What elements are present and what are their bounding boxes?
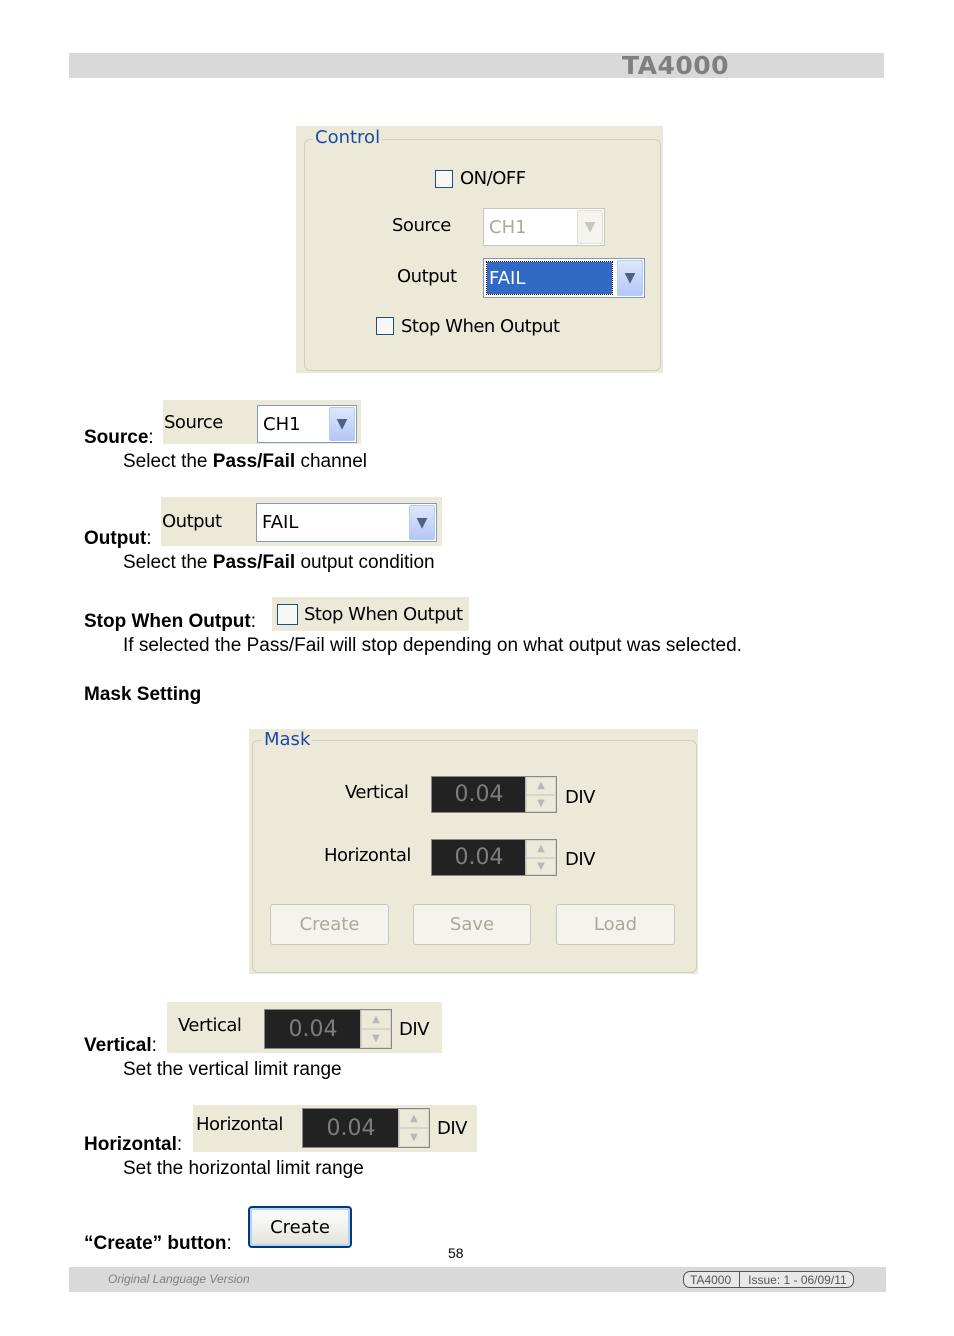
onoff-checkbox[interactable] [435,170,453,188]
chevron-down-icon: ▼ [617,260,643,296]
horizontal-unit: DIV [565,849,595,870]
desc-text: channel [295,451,368,472]
chevron-up-icon[interactable]: ▲ [526,777,556,795]
output-widget-select [256,503,437,542]
source-widget-image [163,400,361,444]
output-widget-label: Output [162,511,222,532]
desc-text: Select the [123,552,213,573]
output-heading-line [84,528,152,550]
stop-heading: Stop When Output [84,611,251,632]
vertical-widget-spinbox [264,1009,392,1049]
vertical-widget-image [167,1002,442,1053]
mask-group-title: Mask [264,729,311,750]
mask-panel-image [249,729,698,974]
horizontal-spinbox[interactable] [431,839,557,876]
vertical-value: 0.04 [454,782,504,807]
source-select[interactable] [483,208,605,246]
chevron-down-icon[interactable]: ▼ [526,795,556,813]
horizontal-spin-buttons [525,840,556,875]
horizontal-heading: Horizontal [84,1134,177,1155]
create-button[interactable]: Create [270,904,389,945]
output-select[interactable] [483,258,645,298]
output-widget-image [161,497,442,546]
vertical-label: Vertical [345,782,409,803]
control-group-title: Control [315,127,381,148]
colon: : [151,1035,157,1056]
vertical-widget-value: 0.04 [288,1016,338,1042]
horizontal-label: Horizontal [324,845,411,866]
output-description [123,552,435,574]
document-title: TA4000 [622,51,730,80]
source-heading-line [84,427,154,449]
stop-widget-label: Stop When Output [304,604,463,625]
desc-bold: Pass/Fail [212,552,296,573]
save-button[interactable]: Save [413,904,531,945]
source-description [123,451,367,473]
load-button[interactable]: Load [556,904,675,945]
colon: : [176,1134,183,1155]
chevron-down-icon: ▼ [361,1029,391,1048]
create-heading: “Create” button [84,1233,227,1254]
source-select-value: CH1 [489,216,527,238]
footer-model: TA4000 [690,1272,732,1287]
source-widget-label: Source [164,412,223,433]
stop-widget-image [272,597,469,631]
desc-bold: Pass/Fail [212,451,296,472]
desc-text: Select the [123,451,213,472]
chevron-up-icon[interactable]: ▲ [526,840,556,858]
footer-language-note: Original Language Version [108,1272,250,1286]
vertical-description: Set the vertical limit range [123,1059,342,1080]
source-label: Source [392,215,451,236]
vertical-heading: Vertical [84,1035,152,1056]
onoff-label: ON/OFF [460,168,526,189]
colon: : [146,528,152,549]
control-panel-image [296,126,663,373]
output-label: Output [397,266,457,287]
create-button-image [246,1204,354,1250]
horizontal-widget-unit: DIV [437,1118,467,1139]
stop-widget-checkbox [277,604,298,625]
stop-when-output-checkbox[interactable] [376,317,394,335]
source-widget-select [257,405,357,443]
vertical-widget-label: Vertical [178,1015,242,1036]
colon: : [250,611,257,632]
stop-description: If selected the Pass/Fail will stop depending on what output was selected. [123,635,742,656]
output-select-value: FAIL [487,262,612,294]
vertical-heading-line [84,1035,157,1057]
vertical-unit: DIV [565,787,595,808]
mask-setting-heading: Mask Setting [84,684,202,705]
chevron-down-icon: ▼ [409,505,435,540]
footer-issue-box [683,1271,854,1288]
divider [739,1272,740,1287]
create-example-button: Create [248,1206,352,1248]
source-heading: Source [84,427,149,448]
output-heading: Output [84,528,147,549]
desc-text: output condition [295,552,435,573]
chevron-down-icon[interactable]: ▼ [526,858,556,876]
source-widget-value: CH1 [263,413,301,435]
horizontal-widget-label: Horizontal [196,1114,283,1135]
spin-buttons [360,1010,391,1048]
horizontal-value: 0.04 [454,845,504,870]
stop-heading-line [84,611,256,633]
chevron-down-icon: ▼ [329,407,355,441]
horizontal-heading-line [84,1134,182,1156]
horizontal-widget-image [193,1105,477,1152]
horizontal-widget-spinbox [302,1108,430,1148]
chevron-up-icon: ▲ [361,1010,391,1029]
vertical-spin-buttons [525,777,556,812]
colon: : [226,1233,232,1254]
header-bar [69,53,884,78]
output-widget-value: FAIL [262,512,299,533]
colon: : [148,427,154,448]
page-number: 58 [448,1245,464,1261]
chevron-down-icon: ▼ [399,1128,429,1147]
create-heading-line [84,1233,232,1255]
spin-buttons [398,1109,429,1147]
vertical-spinbox[interactable] [431,776,557,813]
stop-when-output-label: Stop When Output [401,316,560,337]
chevron-up-icon: ▲ [399,1109,429,1128]
chevron-down-icon: ▼ [577,210,603,244]
horizontal-description: Set the horizontal limit range [123,1158,364,1179]
footer-issue: Issue: 1 - 06/09/11 [748,1272,847,1287]
horizontal-widget-value: 0.04 [326,1115,376,1141]
vertical-widget-unit: DIV [399,1019,429,1040]
